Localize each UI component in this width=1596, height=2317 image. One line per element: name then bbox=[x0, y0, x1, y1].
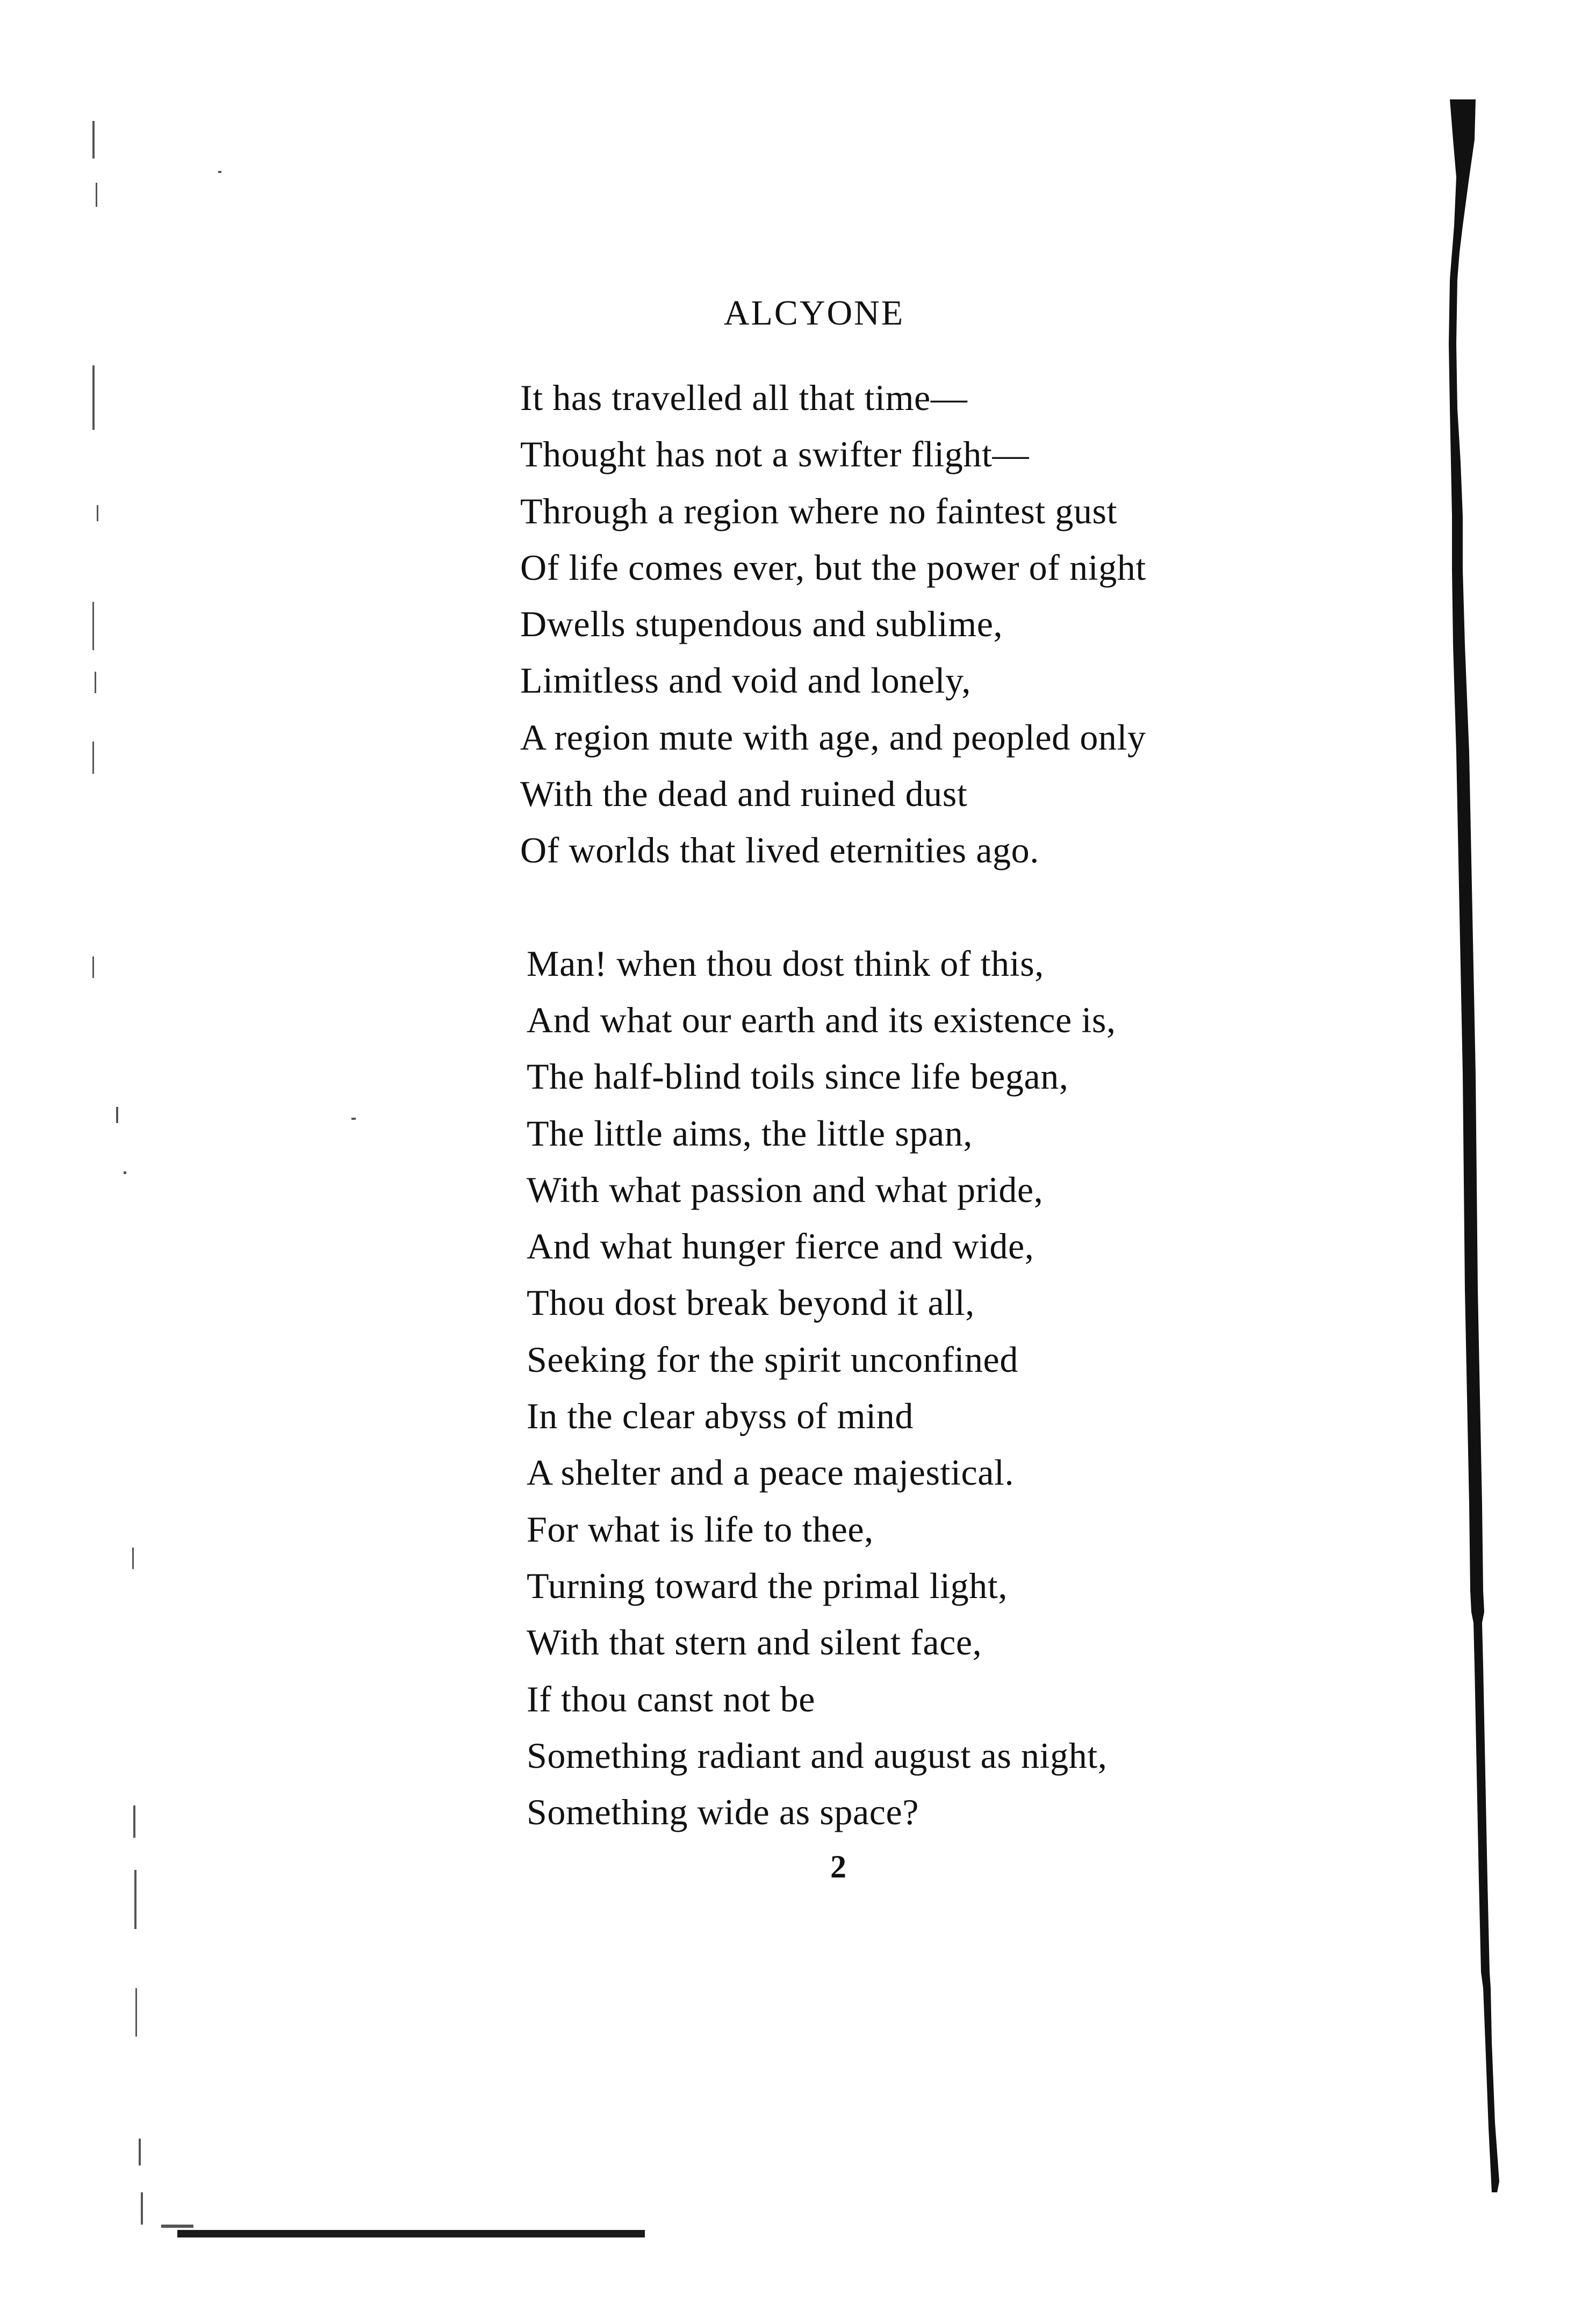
running-head: ALCYONE bbox=[723, 293, 905, 333]
poem-line: The little aims, the little span, bbox=[527, 1112, 973, 1154]
poem-line: In the clear abyss of mind bbox=[527, 1395, 914, 1437]
poem-line: Something wide as space? bbox=[527, 1791, 919, 1833]
poem bbox=[520, 370, 1299, 1840]
poem-line: A shelter and a peace majestical. bbox=[527, 1452, 1015, 1493]
poem-line: Thou dost break beyond it all, bbox=[527, 1282, 975, 1323]
poem-line: Of life comes ever, but the power of night bbox=[520, 546, 1146, 588]
poem-line: Thought has not a swifter flight— bbox=[520, 434, 1030, 475]
poem-line: With that stern and silent face, bbox=[527, 1622, 982, 1663]
poem-line: And what our earth and its existence is, bbox=[527, 999, 1116, 1040]
poem-line: Seeking for the spirit unconfined bbox=[527, 1339, 1018, 1380]
page-number: 2 bbox=[830, 1849, 846, 1884]
poem-line: If thou canst not be bbox=[527, 1678, 815, 1719]
stanza-1 bbox=[520, 370, 1299, 879]
poem-line: It has travelled all that time— bbox=[520, 377, 968, 418]
stanza-2 bbox=[520, 936, 1299, 1841]
poem-line: Dwells stupendous and sublime, bbox=[520, 603, 1003, 645]
poem-line: With the dead and ruined dust bbox=[520, 773, 968, 815]
poem-line: Through a region where no faintest gust bbox=[520, 490, 1118, 531]
poem-line: A region mute with age, and peopled only bbox=[520, 716, 1146, 758]
poem-line: For what is life to thee, bbox=[527, 1508, 874, 1550]
poem-line: Limitless and void and lonely, bbox=[520, 660, 971, 701]
poem-line: Man! when thou dost think of this, bbox=[527, 942, 1044, 984]
poem-line: The half-blind toils since life began, bbox=[527, 1056, 1069, 1097]
poem-line: Of worlds that lived eternities ago. bbox=[520, 830, 1039, 871]
poem-line: With what passion and what pride, bbox=[527, 1169, 1044, 1210]
poem-line: Something radiant and august as night, bbox=[527, 1735, 1108, 1776]
poem-line: And what hunger fierce and wide, bbox=[527, 1226, 1034, 1267]
poem-line: Turning toward the primal light, bbox=[527, 1565, 1008, 1606]
